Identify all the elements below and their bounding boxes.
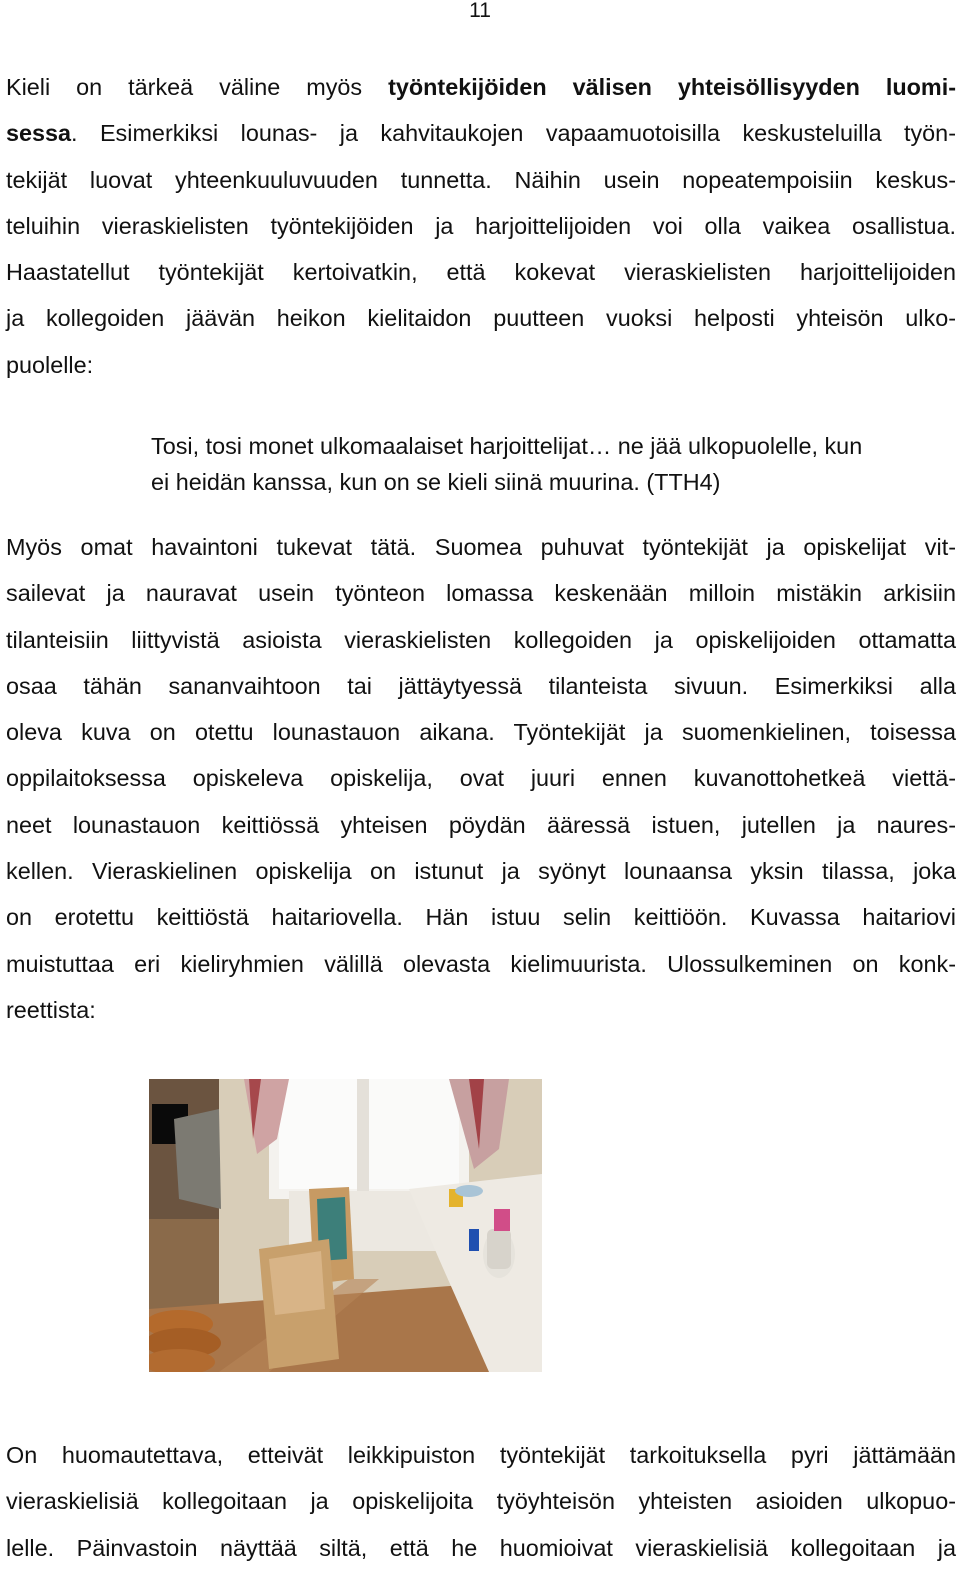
lunch-break-photo bbox=[149, 1079, 542, 1372]
text-line: neet lounastauon keittiössä yhteisen pöydän ääressä istuen, jutellen ja naures- bbox=[6, 811, 956, 838]
text-line: Myös omat havaintoni tukevat tätä. Suomea puhuvat työntekijät ja opiskelijat vit- bbox=[6, 534, 956, 560]
interview-quote bbox=[151, 428, 957, 500]
text-line: vieraskielisiä kollegoitaan ja opiskelijoita työyhteisön yhteisten asioiden ulkopuo- bbox=[6, 1488, 956, 1515]
text-line: on erotettu keittiöstä haitariovella. Hän istuu selin keittiöön. Kuvassa haitariovi bbox=[6, 904, 956, 931]
paragraph-observations bbox=[6, 524, 956, 1033]
text-line: teluihin vieraskielisten työntekijöiden ja harjoittelijoiden voi olla vaikea osallistua. bbox=[6, 212, 956, 239]
text-line: oleva kuva on otettu lounastauon aikana. Työntekijät ja suomenkielinen, toisessa bbox=[6, 719, 956, 746]
text-line: ja kollegoiden jäävän heikon kielitaidon puutteen vuoksi helposti yhteisön ulko- bbox=[6, 305, 956, 332]
text-line: muistuttaa eri kieliryhmien välillä olevasta kielimuurista. Ulossulkeminen on konk- bbox=[6, 950, 956, 977]
page-number: 11 bbox=[469, 0, 491, 22]
text-line: oppilaitoksessa opiskeleva opiskelija, ovat juuri ennen kuvanottohetkeä viettä- bbox=[6, 765, 956, 792]
text-line: tekijät luovat yhteenkuuluvuuden tunnetta. Näihin usein nopeatempoisiin keskus- bbox=[6, 166, 956, 193]
paragraph-note bbox=[6, 1432, 956, 1571]
quote-line: Tosi, tosi monet ulkomaalaiset harjoittelijat… ne jää ulkopuolelle, kun bbox=[151, 433, 863, 459]
text-line: Kieli on tärkeä väline myös työntekijöiden välisen yhteisöllisyyden luomi- bbox=[6, 74, 956, 100]
text-line: puolelle: bbox=[6, 351, 94, 378]
text-line: reettista: bbox=[6, 996, 96, 1023]
text-line: kellen. Vieraskielinen opiskelija on istunut ja syönyt lounaansa yksin tilassa, joka bbox=[6, 858, 956, 885]
text-line: sessa. Esimerkiksi lounas- ja kahvitaukojen vapaamuotoisilla keskusteluilla työn- bbox=[6, 120, 956, 147]
text-line: sailevat ja nauravat usein työnteon lomassa keskenään milloin mistäkin arkisiin bbox=[6, 580, 956, 607]
text-line: On huomautettava, etteivät leikkipuiston työntekijät tarkoituksella pyri jättämään bbox=[6, 1442, 956, 1468]
quote-line: ei heidän kanssa, kun on se kieli siinä muurina. (TTH4) bbox=[151, 469, 721, 495]
text-line: Haastatellut työntekijät kertoivatkin, että kokevat vieraskielisten harjoittelijoiden bbox=[6, 259, 956, 286]
paragraph-workplace-community bbox=[6, 64, 956, 388]
text-line: tilanteisiin liittyvistä asioista vieraskielisten kollegoiden ja opiskelijoiden ottamatta bbox=[6, 626, 956, 653]
text-line: lelle. Päinvastoin näyttää siltä, että he huomioivat vieraskielisiä kollegoitaan ja bbox=[6, 1534, 956, 1561]
text-line: osaa tähän sananvaihtoon tai jättäytyessä tilanteista sivuun. Esimerkiksi alla bbox=[6, 672, 956, 699]
